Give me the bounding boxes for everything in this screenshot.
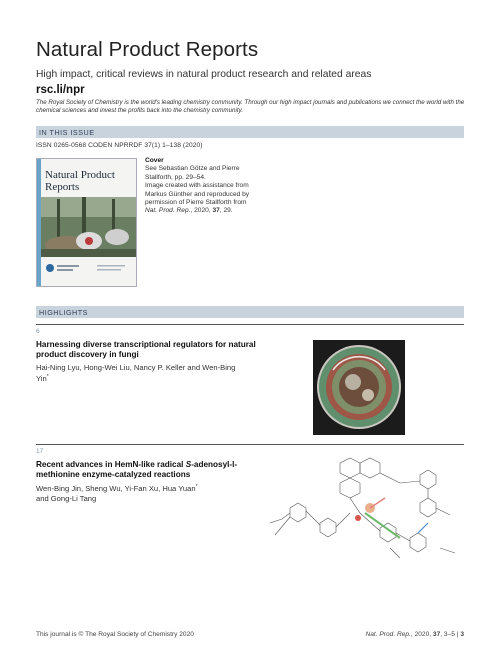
cover-image (36, 158, 137, 287)
article-title-end: -adenosyl-l-methionine enzyme-catalyzed reactions (36, 460, 238, 479)
article-divider (36, 324, 464, 325)
corresponding-author-mark: * (46, 373, 49, 380)
article-title[interactable] (36, 460, 276, 480)
journal-subtitle: High impact, critical reviews in natural product research and related areas (36, 69, 372, 80)
footer-citation (365, 631, 464, 638)
footer-copyright: This journal is © The Royal Society of Chemistry 2020 (36, 631, 194, 638)
article-page-number: 6 (36, 328, 40, 335)
in-this-issue-label: IN THIS ISSUE (39, 128, 95, 137)
issn-line: ISSN 0265-0568 CODEN NPRRDF 37(1) 1–138 (2020) (36, 142, 203, 149)
article-authors-names: Wen-Bing Jin, Sheng Wu, Yi-Fan Xu, Hua Yuan (36, 484, 196, 493)
article-title-start: Recent advances in HemN-like radical (36, 460, 186, 469)
cover-citation-pages: , 29. (219, 207, 233, 215)
footer-volume: 37 (432, 631, 441, 638)
footer-pages: , 3–5 | (440, 631, 459, 638)
cover-citation-volume: 37 (212, 207, 220, 215)
cover-journal-line1: Natural Product (45, 169, 115, 181)
rsc-blurb: The Royal Society of Chemistry is the world's leading chemistry community. Through our high impact journals and publications we connect the world with the chemical sciences and invest the profits back into the chemistry community. (36, 99, 465, 115)
article-authors-line1 (36, 483, 236, 494)
cover-line1: See Sebastian Götze and Pierre Stallforth, pp. 29–54. (145, 165, 240, 181)
article-authors-line2: and Gong-Li Tang (36, 493, 97, 503)
cover-citation-journal: Nat. Prod. Rep. (145, 207, 191, 215)
page-number: 3 (460, 631, 464, 638)
in-this-issue-bar (36, 126, 464, 138)
article-authors-names: Hai-Ning Lyu, Hong-Wei Liu, Nancy P. Keller and Wen-Bing Yin (36, 363, 236, 383)
article-authors (36, 363, 236, 383)
petri-dish-image (313, 340, 405, 435)
footer-journal: Nat. Prod. Rep. (365, 631, 411, 638)
cover-description (145, 157, 255, 216)
highlights-label: HIGHLIGHTS (39, 308, 88, 317)
highlights-bar (36, 306, 464, 318)
cover-citation-year: , 2020, (190, 207, 213, 215)
article-page-number: 17 (36, 448, 44, 455)
journal-title: Natural Product Reports (36, 38, 259, 61)
article-title[interactable]: Harnessing diverse transcriptional regulators for natural product discovery in fungi (36, 340, 256, 359)
chemical-structures-image (270, 453, 465, 565)
corresponding-author-mark: * (195, 484, 198, 490)
article-divider (36, 444, 464, 445)
cover-journal-line2: Reports (45, 181, 80, 193)
article-title-italic: S (185, 460, 192, 469)
article-authors (36, 483, 236, 503)
cover-line2: Image created with assistance from Markus Günther and reproduced by permission of Pierre Stallforth from (145, 182, 250, 207)
journal-url-link[interactable]: rsc.li/npr (36, 84, 85, 96)
cover-citation (145, 207, 255, 215)
cover-heading: Cover (145, 157, 164, 164)
footer-year: , 2020, (410, 631, 433, 638)
